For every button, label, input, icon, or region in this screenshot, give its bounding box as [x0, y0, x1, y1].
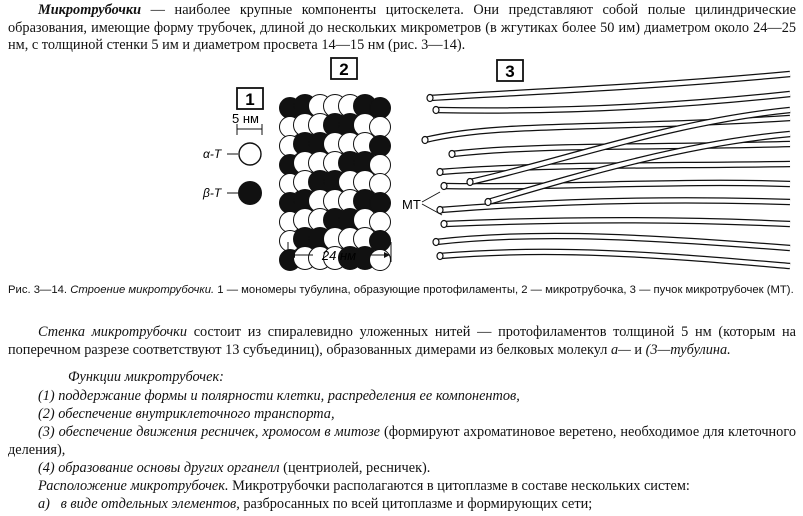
microtubule-bundle-tubes: [422, 74, 790, 266]
wall-beta: (3—тубулина.: [645, 341, 731, 358]
intro-term: Микротрубочки: [38, 2, 142, 18]
location-text: Микротрубочки располагаются в цитоплазме в составе нескольких систем:: [228, 478, 690, 494]
function-item-4-italic: (4) образование основы других органелл: [38, 460, 280, 476]
wall-paragraph: [8, 324, 796, 359]
panel-1-width-label: 5 нм: [232, 111, 259, 126]
figure-caption: [8, 283, 798, 298]
location-item-a-italic: в виде отдельных элементов,: [60, 496, 240, 512]
tubulin-subunit: [370, 212, 391, 233]
microtubule-end: [427, 95, 433, 102]
microtubule-end: [433, 107, 439, 114]
panel-2-number: 2: [339, 60, 349, 79]
location-item-a-plain: разбросанных по всей цитоплазме и формирующих сети;: [239, 496, 593, 512]
tubulin-subunit: [370, 98, 391, 119]
function-item-1: (1) поддержание формы и полярности клетки, распределения ее компонентов,: [38, 388, 520, 404]
tubulin-subunit: [370, 174, 391, 195]
microtubule-end: [437, 253, 443, 260]
function-item-4-plain: (центриолей, ресничек).: [279, 460, 431, 476]
caption-text: 1 — мономеры тубулина, образующие протофиламенты, 2 — микротрубочка, 3 — пучок микротрубочек (МТ).: [214, 284, 794, 296]
function-item-2: (2) обеспечение внутриклеточного транспорта,: [38, 406, 335, 422]
microtubule-end: [422, 137, 428, 144]
location-term: Расположение микротрубочек.: [38, 478, 229, 494]
tubulin-subunit: [370, 193, 391, 214]
wall-term: Стенка микротрубочки: [38, 324, 188, 340]
panel-3-mt-label: МТ: [402, 197, 421, 212]
beta-tubulin-label: β-T: [203, 186, 222, 200]
tubulin-subunit: [370, 117, 391, 138]
panel-3-microtubule-bundle: [402, 60, 790, 266]
microtubule-end: [437, 169, 443, 176]
intro-text: — наиболее крупные компоненты цитоскелета. Они представляют собой полые цилиндрические образования, имеющие форму трубочек, длиной до нескольких микрометров (в жгутиках более 50 им) диаметром около 24—25 нм, с толщиной стенки 5 им и диаметром просвета 14—15 нм (рис. 3—14).: [8, 2, 796, 53]
microtubule-end: [485, 199, 491, 206]
tubulin-subunit: [370, 250, 391, 271]
function-item-3-plain: (формируют ахроматиновое веретено, необходимое для клеточного деления),: [8, 424, 796, 458]
location-item-a-marker: а): [38, 496, 50, 512]
location-paragraph: [38, 478, 690, 496]
wall-alpha: а—: [610, 341, 631, 358]
location-item-a: [38, 496, 592, 514]
alpha-tubulin-label: α-T: [203, 147, 222, 161]
microtubule-end: [467, 179, 473, 186]
panel-1-tubulin-monomers: [202, 88, 263, 205]
figure-microtubule-structure: [0, 52, 803, 282]
microtubule-lumen: [430, 74, 790, 98]
mt-pointer-1: [422, 192, 440, 202]
microtubule-end: [433, 239, 439, 246]
tubulin-subunit: [370, 231, 391, 252]
function-item-3: [8, 424, 796, 459]
wall-and: и: [630, 341, 646, 358]
function-item-4: [38, 460, 430, 478]
panel-2-width-label: 24 нм: [321, 248, 357, 263]
microtubule-end: [441, 221, 447, 228]
functions-heading: Функции микротрубочек:: [68, 369, 224, 385]
caption-prefix: Рис. 3—14.: [8, 284, 71, 296]
panel-3-number: 3: [505, 62, 515, 81]
panel-1-number: 1: [245, 90, 255, 109]
intro-paragraph: [8, 2, 796, 55]
function-item-3-italic: (3) обеспечение движения ресничек, хромосом в митозе: [38, 424, 381, 440]
microtubule-end: [449, 151, 455, 158]
caption-title: Строение микротрубочки.: [70, 284, 215, 296]
microtubule-subunits: [280, 95, 391, 271]
alpha-tubulin-monomer: [239, 143, 261, 165]
tubulin-subunit: [370, 155, 391, 176]
tubulin-subunit: [370, 136, 391, 157]
panel-2-microtubule: [280, 58, 392, 271]
beta-tubulin-monomer: [238, 181, 262, 205]
microtubule-end: [441, 183, 447, 190]
wall-text: состоит из спиралевидно уложенных нитей — протофиламентов толщиной 5 нм (которым на поперечном разрезе соответствуют 13 субъединиц), образованных димерами из белковых молекул: [8, 324, 796, 358]
